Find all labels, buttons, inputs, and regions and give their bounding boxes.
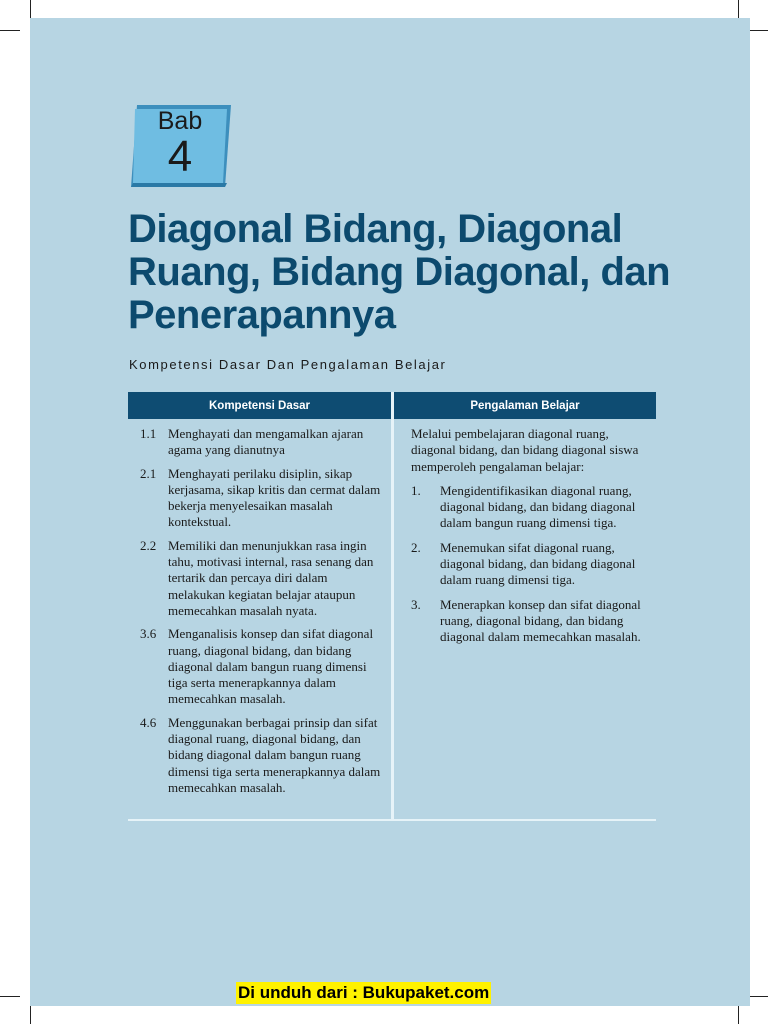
chapter-word: Bab (157, 107, 203, 135)
table-bottom-rule (128, 819, 656, 821)
item-number: 2.1 (140, 465, 157, 481)
item-number: 2.2 (140, 537, 157, 553)
pengalaman-intro: Melalui pembelajaran diagonal ruang, diagonal bidang, dan bidang diagonal siswa memperoleh pengalaman belajar: (411, 426, 639, 474)
list-item (140, 626, 385, 707)
item-number: 4.6 (140, 714, 157, 730)
item-text: Memiliki dan menunjukkan rasa ingin tahu, motivasi internal, rasa senang dan tertarik dan percaya diri dalam melakukan kegiatan belajar ataupun memecahkan masalah nyata. (168, 537, 374, 618)
item-number: 1. (411, 482, 421, 498)
crop-mark (750, 996, 768, 997)
header-kompetensi-dasar: Kompetensi Dasar (128, 392, 391, 419)
crop-mark (0, 30, 20, 31)
chapter-title: Diagonal Bidang, Diagonal Ruang, Bidang Diagonal, dan Penerapannya (128, 207, 671, 337)
column-divider (391, 392, 394, 820)
download-source-banner: Di unduh dari : Bukupaket.com (238, 983, 490, 1002)
header-pengalaman-belajar: Pengalaman Belajar (394, 392, 656, 419)
item-text: Menemukan sifat diagonal ruang, diagonal bidang, dan bidang diagonal dalam ruang dimensi tiga. (440, 539, 636, 588)
list-item (140, 466, 385, 531)
item-number: 3. (411, 596, 421, 612)
crop-mark (30, 0, 31, 18)
competency-table (128, 392, 656, 822)
item-text: Mengidentifikasikan diagonal ruang, diagonal bidang, dan bidang diagonal dalam bangun ruang dimensi tiga. (440, 482, 636, 531)
crop-mark (750, 30, 768, 31)
item-text: Menganalisis konsep dan sifat diagonal ruang, diagonal bidang, dan bidang diagonal dalam bangun ruang dimensi tiga serta menerapkannya dalam memecahkan masalah. (168, 626, 374, 707)
pengalaman-belajar-list (411, 426, 647, 654)
item-number: 1.1 (140, 426, 157, 441)
list-item (140, 538, 385, 619)
crop-mark (738, 0, 739, 18)
chapter-badge (131, 105, 231, 187)
chapter-number: 4 (167, 132, 193, 181)
crop-mark (30, 1006, 31, 1024)
section-subtitle: Kompetensi Dasar Dan Pengalaman Belajar (129, 357, 447, 372)
list-item (411, 597, 647, 646)
kompetensi-dasar-list (140, 426, 385, 803)
list-item (411, 540, 647, 589)
item-text: Menerapkan konsep dan sifat diagonal ruang, diagonal bidang, dan bidang diagonal dalam memecahkan masalah. (440, 596, 641, 645)
list-item (140, 715, 385, 796)
crop-mark (0, 996, 20, 997)
list-item (140, 426, 385, 459)
list-item (411, 483, 647, 532)
item-text: Menghayati perilaku disiplin, sikap kerjasama, sikap kritis dan cermat dalam bekerja menyelesaikan masalah kontekstual. (168, 465, 381, 530)
item-number: 2. (411, 539, 421, 555)
item-text: Menghayati dan mengamalkan ajaran agama yang dianutnya (168, 426, 364, 458)
item-number: 3.6 (140, 626, 157, 642)
item-text: Menggunakan berbagai prinsip dan sifat diagonal ruang, diagonal bidang, dan bidang diagonal dalam bangun ruang dimensi tiga serta menerapkannya dalam memecahkan masalah. (168, 714, 381, 795)
crop-mark (738, 1006, 739, 1024)
